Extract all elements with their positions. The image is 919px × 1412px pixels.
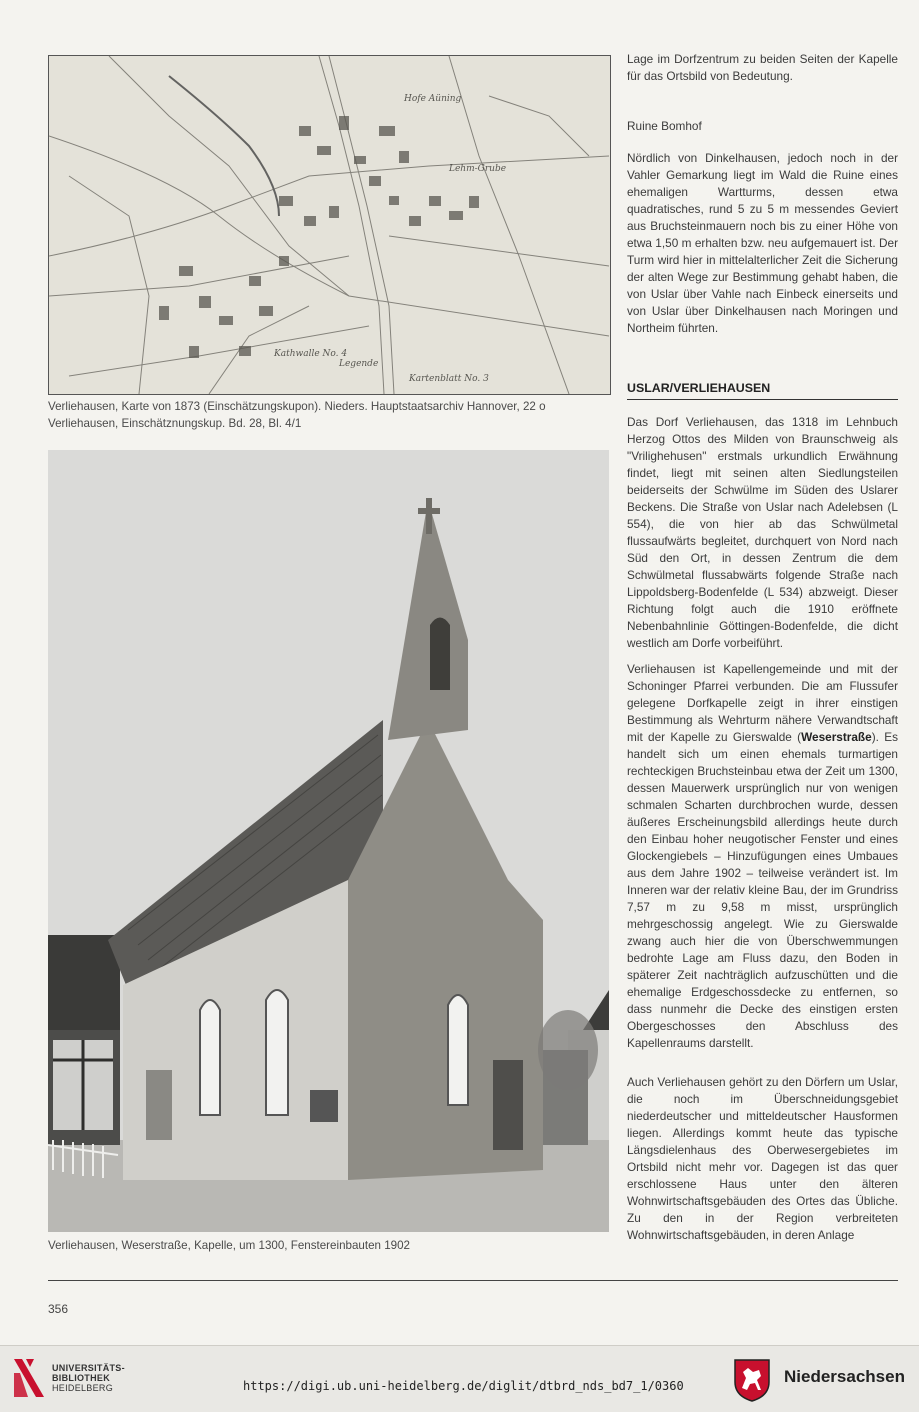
permalink-url[interactable]: https://digi.ub.uni-heidelberg.de/diglit/dtbrd_nds_bd7_1/0360 xyxy=(243,1379,684,1393)
university-library-name xyxy=(52,1363,125,1393)
uslar-heading: USLAR/VERLIEHAUSEN xyxy=(627,380,898,400)
uslar-paragraph-1 xyxy=(627,414,898,652)
university-library-logo-icon[interactable] xyxy=(10,1355,48,1401)
uslar-text-2 xyxy=(627,661,898,1052)
intro-text: Lage im Dorfzentrum zu beiden Seiten der Kapelle für das Ortsbild von Bedeutung. xyxy=(627,52,898,83)
intro-paragraph xyxy=(627,51,898,85)
viewer-footer xyxy=(0,1345,919,1412)
historic-map-image xyxy=(48,55,611,395)
page-number: 356 xyxy=(48,1302,69,1316)
svg-text:Kathwalle No. 4: Kathwalle No. 4 xyxy=(274,349,348,359)
svg-text:Hofe Aüning: Hofe Aüning xyxy=(404,94,462,104)
uslar-text-2-after: ). Es handelt sich um einen ehemals turmartigen rechteckigen Bruchsteinbau etwa der Zeit um 1300, dessen Mauerwerk ursprünglich nur von wenigen schmalen Scharten durchbrochen wurde, dessen äußeres Erscheinungsbild allerdings heute durch den Einbau hoher neugotischer Fenster und eines Glockengiebels – Hinzufügungen eines Umbaues aus dem Jahre 1902 – teilweise verändert ist. Im Inneren war der relativ kleine Bau, der im Grundriss 7,57 m zu 9,58 m misst, ursprünglich mehrgeschossig angelegt. Wie zu Gierswalde zwang auch hier die von Überschwemmungen bedrohte Lage am Fluss dazu, den Boden in späterer Zeit nachträglich aufzuschütten und die ehemalige Erdgeschossdecke zu entfernen, so dass nunmehr die Decke des einstigen ersten Obergeschosses den Abschluss des Kapellenraums darstellt. xyxy=(627,730,898,1050)
bomhof-heading: Ruine Bomhof xyxy=(627,119,702,133)
bomhof-text: Nördlich von Dinkelhausen, jedoch noch in der Vahler Gemarkung liegt im Wald die Ruine eines ehemaligen Wartturms, dessen etwa quadratisches, rund 5 zu 5 m messendes Geviert aus Bruchsteinmauern noch bis zu einer Höhe von etwa 1,50 m erhalten bzw. neu aufgemauert ist. Der Turm wird hier in mittelalterlicher Zeit die Sicherung der alten Wege zur Bestimmung gehabt haben, die von Uslar über Vahle nach Einbeck einerseits und von Uslar über Dinkelhausen nach Moringen und Northeim führten. xyxy=(627,151,898,335)
uni-line-2: BIBLIOTHEK xyxy=(52,1373,110,1383)
svg-text:Lehm-Grube: Lehm-Grube xyxy=(449,164,507,174)
svg-text:Legende: Legende xyxy=(339,359,379,369)
uslar-text-2-before: Verliehausen ist Kapellengemeinde und mit der Schoninger Pfarrei verbunden. Die am Flussufer gelegene Dorfkapelle zeigt in ihrer einstigen Bestimmung als Wehrturm nähere Verwandtschaft mit der Kapelle zu Gierswalde ( xyxy=(627,662,898,744)
uslar-paragraph-3 xyxy=(627,1074,898,1244)
chapel-photo-image xyxy=(48,450,609,1232)
uslar-text-1: Das Dorf Verliehausen, das 1318 im Lehnbuch Herzog Ottos des Milden von Braunschweig als "Vrilighehusen" erstmals urkundlich Erwähnung findet, liegt mit seinen alten Siedlungsteilen beiderseits der Schwülme im Süden des Uslarer Beckens. Die Straße von Uslar nach Adelebsen (L 554), die von hier ab das Schwülmetal flussaufwärts begleitet, durchquert von Nord nach Süd den Ort, in dessen Zentrum die dem Schwülmetal flussabwärts folgende Straße nach Lippoldsberg-Bodenfelde (L 534) abzweigt. Dieser Richtung folgt auch die 1910 eröffnete Nebenbahnlinie Göttingen-Bodenfelde, die dicht westlich am Dorfe vorbeiführt. xyxy=(627,415,898,650)
uslar-text-3: Auch Verliehausen gehört zu den Dörfern um Uslar, die noch im Überschneidungsgebiet niederdeutscher und mitteldeutscher Hausformen liegen. Allerdings kommt heute das typische Längsdielenhaus des Oberwesergebietes im Ortsbild nicht mehr vor. Dagegen ist das quer erschlossene Haus unter den älteren Wohnwirtschaftsgebäuden des Ortes das Übliche. Zu den in der Region verbreiteten Wohnwirtschaftsgebäuden, in deren Anlage xyxy=(627,1075,898,1242)
map-caption: Verliehausen, Karte von 1873 (Einschätzungskupon). Nieders. Hauptstaatsarchiv Hannover, 22 o Verliehausen, Einschätznungskup. Bd. 28, Bl. 4/1 xyxy=(48,400,546,430)
weserstrasse-reference: Weserstraße xyxy=(801,730,872,744)
bomhof-paragraph xyxy=(627,150,898,337)
photo-caption: Verliehausen, Weserstraße, Kapelle, um 1300, Fenstereinbauten 1902 xyxy=(48,1239,410,1252)
uni-line-1: UNIVERSITÄTS- xyxy=(52,1363,125,1373)
uni-line-3: HEIDELBERG xyxy=(52,1383,114,1393)
niedersachsen-label: Niedersachsen xyxy=(784,1367,905,1386)
niedersachsen-horse-icon[interactable] xyxy=(733,1358,771,1402)
svg-text:Kartenblatt No. 3: Kartenblatt No. 3 xyxy=(409,374,489,384)
footer-divider xyxy=(48,1280,898,1281)
uslar-paragraph-2 xyxy=(627,661,898,1052)
